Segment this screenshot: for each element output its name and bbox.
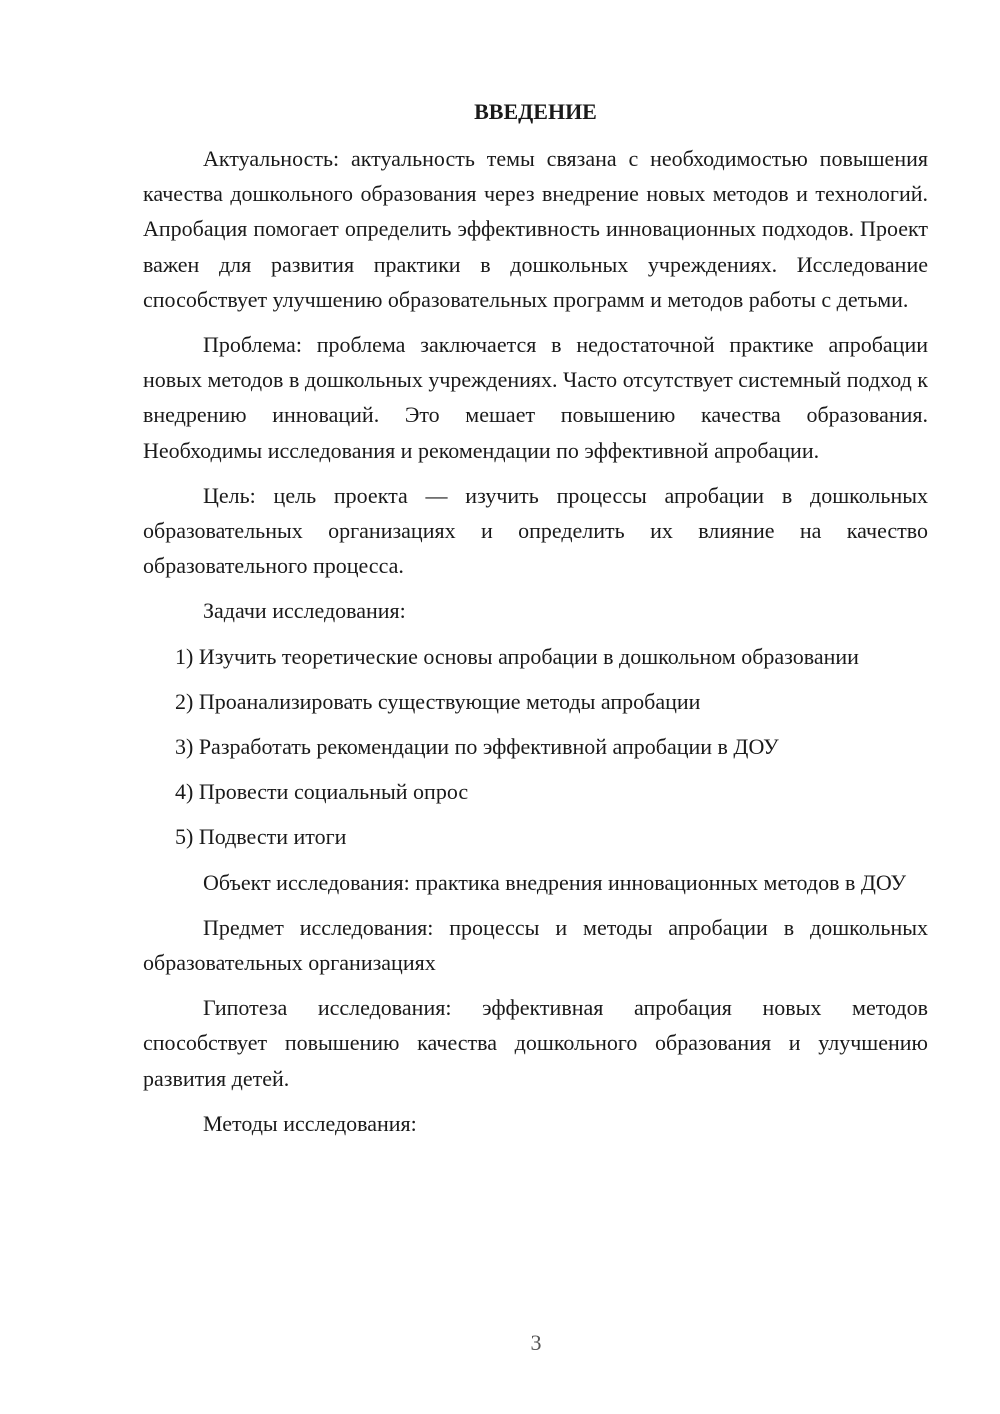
page-number: 3 [530, 1330, 542, 1355]
task-item-3: 3) Разработать рекомендации по эффективной апробации в ДОУ [175, 734, 779, 760]
goal-paragraph: Цель: цель проекта — изучить процессы апробации в дошкольных образовательных организациях и определить их влияние на качество образовательного процесса. [143, 482, 928, 579]
task-item-5: 5) Подвести итоги [175, 824, 347, 850]
section-heading: ВВЕДЕНИЕ [474, 99, 597, 124]
tasks-title: Задачи исследования: [203, 598, 406, 624]
object-paragraph: Объект исследования: практика внедрения инновационных методов в ДОУ [203, 869, 907, 895]
task-list [143, 639, 928, 855]
methods-title: Методы исследования: [203, 1110, 417, 1136]
subject-paragraph: Предмет исследования: процессы и методы апробации в дошкольных образовательных организациях [143, 914, 928, 976]
task-item-1: 1) Изучить теоретические основы апробации в дошкольном образовании [175, 643, 859, 669]
task-item-2: 2) Проанализировать существующие методы апробации [175, 688, 701, 714]
relevance-paragraph: Актуальность: актуальность темы связана с необходимостью повышения качества дошкольного образования через внедрение новых методов и технологий. Апробация помогает определить эффективность инновационных подходов. Проект важен для развития практики в дошкольных учреждениях. Исследование способствует улучшению образовательных программ и методов работы с детьми. [143, 146, 928, 312]
document-page [143, 94, 928, 1151]
hypothesis-paragraph: Гипотеза исследования: эффективная апробация новых методов способствует повышению качества дошкольного образования и улучшению развития детей. [143, 995, 928, 1091]
task-item-4: 4) Провести социальный опрос [175, 779, 469, 805]
problem-paragraph: Проблема: проблема заключается в недостаточной практике апробации новых методов в дошкольных учреждениях. Часто отсутствует системный подход к внедрению инноваций. Это мешает повышению качества образования. Необходимы исследования и рекомендации по эффективной апробации. [143, 332, 928, 463]
